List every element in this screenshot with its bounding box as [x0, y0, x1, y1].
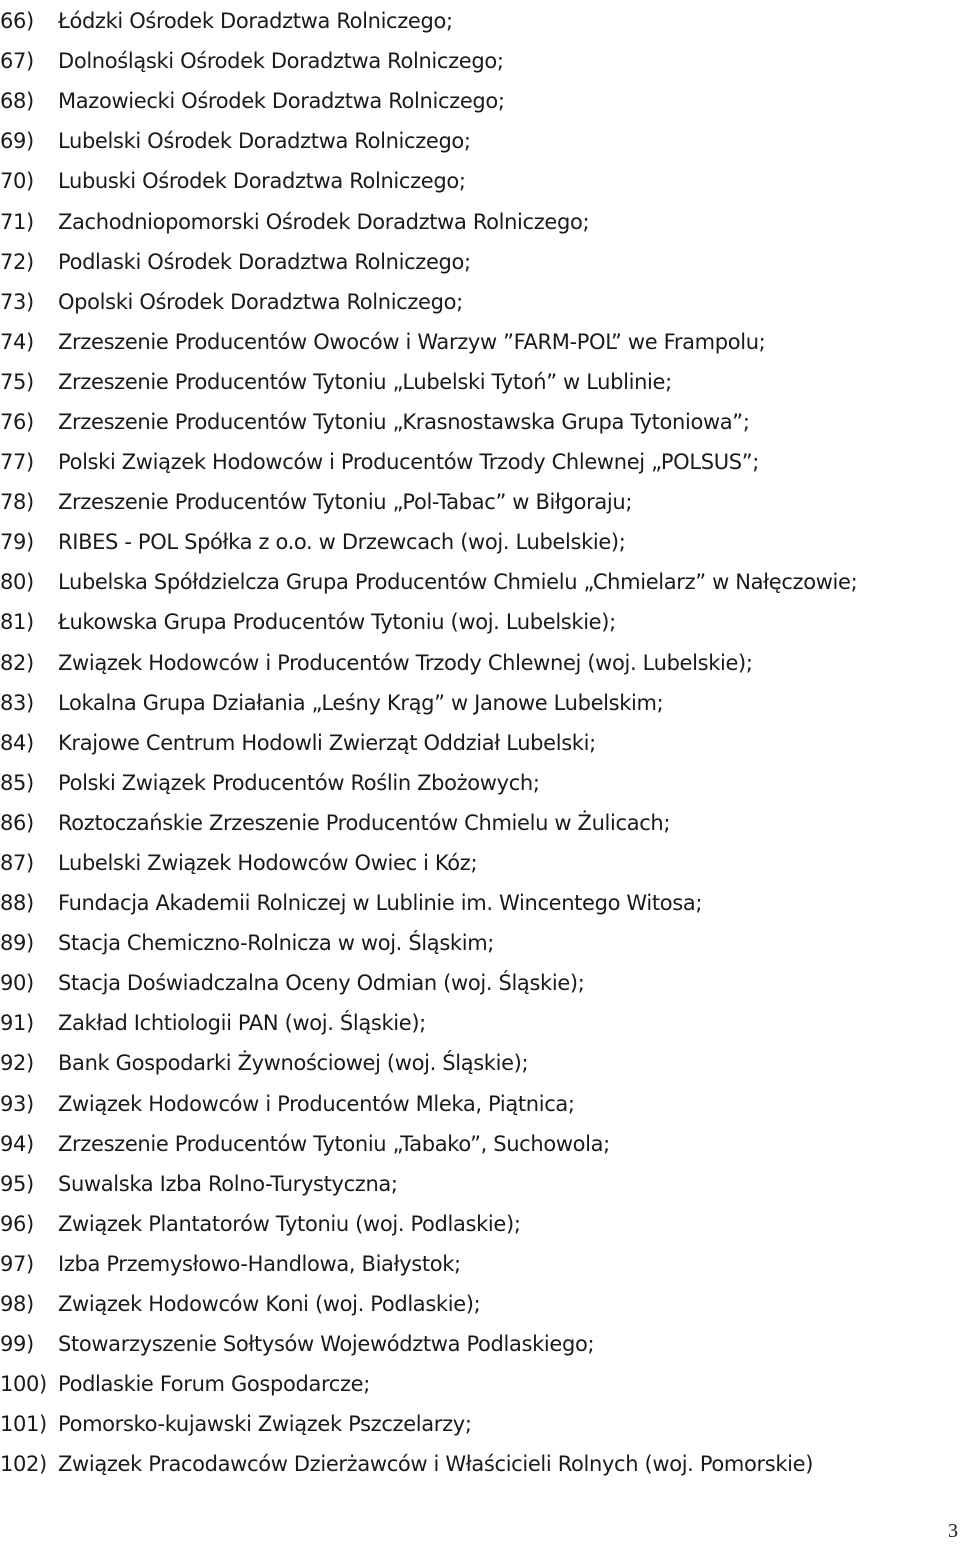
list-item [0, 1284, 950, 1324]
list-item [0, 282, 950, 322]
list-item [0, 1003, 950, 1043]
organization-list [0, 1, 950, 1484]
list-item [0, 723, 950, 763]
item-number: 76) [0, 409, 34, 434]
item-text: Pomorsko-kujawski Związek Pszczelarzy; [58, 1412, 472, 1437]
list-item [0, 362, 950, 402]
item-number: 101) [0, 1412, 47, 1437]
item-text: Łukowska Grupa Producentów Tytoniu (woj. Lubelskie); [58, 610, 616, 635]
item-number: 74) [0, 329, 34, 354]
item-text: Stacja Doświadczalna Oceny Odmian (woj. Śląskie); [58, 971, 585, 996]
item-text: Łódzki Ośrodek Doradztwa Rolniczego; [58, 9, 453, 34]
item-number: 86) [0, 810, 34, 835]
item-text: Lubuski Ośrodek Doradztwa Rolniczego; [58, 169, 466, 194]
item-number: 92) [0, 1051, 34, 1076]
item-text: Roztoczańskie Zrzeszenie Producentów Chmielu w Żulicach; [58, 810, 671, 835]
list-item [0, 923, 950, 963]
item-number: 79) [0, 530, 34, 555]
list-item [0, 562, 950, 602]
item-text: Zachodniopomorski Ośrodek Doradztwa Rolniczego; [58, 209, 590, 234]
item-text: Polski Związek Producentów Roślin Zbożowych; [58, 770, 540, 795]
item-number: 91) [0, 1011, 34, 1036]
item-text: Mazowiecki Ośrodek Doradztwa Rolniczego; [58, 89, 505, 114]
item-text: RIBES - POL Spółka z o.o. w Drzewcach (woj. Lubelskie); [58, 530, 626, 555]
list-item [0, 1164, 950, 1204]
page-number: 3 [948, 1520, 958, 1542]
list-item [0, 442, 950, 482]
item-text: Lubelska Spółdzielcza Grupa Producentów Chmielu „Chmielarz” w Nałęczowie; [58, 570, 858, 595]
item-text: Stowarzyszenie Sołtysów Województwa Podlaskiego; [58, 1332, 595, 1357]
list-item [0, 643, 950, 683]
list-item [0, 522, 950, 562]
list-item [0, 1124, 950, 1164]
item-number: 75) [0, 369, 34, 394]
item-number: 78) [0, 490, 34, 515]
item-text: Podlaski Ośrodek Doradztwa Rolniczego; [58, 249, 471, 274]
item-number: 97) [0, 1251, 34, 1276]
item-text: Polski Związek Hodowców i Producentów Trzody Chlewnej „POLSUS”; [58, 450, 759, 475]
item-number: 100) [0, 1372, 47, 1397]
item-number: 96) [0, 1211, 34, 1236]
list-item [0, 843, 950, 883]
list-item [0, 201, 950, 241]
list-item [0, 121, 950, 161]
list-item [0, 1324, 950, 1364]
list-item [0, 963, 950, 1003]
item-text: Lokalna Grupa Działania „Leśny Krąg” w Janowe Lubelskim; [58, 690, 664, 715]
item-text: Suwalska Izba Rolno-Turystyczna; [58, 1171, 398, 1196]
item-text: Lubelski Ośrodek Doradztwa Rolniczego; [58, 129, 471, 154]
list-item [0, 602, 950, 642]
item-number: 82) [0, 650, 34, 675]
list-item [0, 1204, 950, 1244]
item-number: 68) [0, 89, 34, 114]
item-number: 70) [0, 169, 34, 194]
item-number: 73) [0, 289, 34, 314]
item-text: Stacja Chemiczno-Rolnicza w woj. Śląskim; [58, 931, 495, 956]
item-number: 94) [0, 1131, 34, 1156]
item-text: Opolski Ośrodek Doradztwa Rolniczego; [58, 289, 463, 314]
item-number: 93) [0, 1091, 34, 1116]
item-number: 90) [0, 971, 34, 996]
list-item [0, 41, 950, 81]
item-text: Fundacja Akademii Rolniczej w Lublinie im. Wincentego Witosa; [58, 891, 703, 916]
item-number: 72) [0, 249, 34, 274]
item-text: Bank Gospodarki Żywnościowej (woj. Śląskie); [58, 1051, 529, 1076]
item-number: 77) [0, 450, 34, 475]
item-number: 69) [0, 129, 34, 154]
list-item [0, 1043, 950, 1083]
list-item [0, 1444, 950, 1484]
list-item [0, 402, 950, 442]
item-text: Izba Przemysłowo-Handlowa, Białystok; [58, 1251, 461, 1276]
item-text: Zrzeszenie Producentów Owoców i Warzyw ”FARM-POL” we Frampolu; [58, 329, 766, 354]
item-number: 80) [0, 570, 34, 595]
list-item [0, 1404, 950, 1444]
item-text: Podlaskie Forum Gospodarcze; [58, 1372, 370, 1397]
list-item [0, 482, 950, 522]
item-number: 87) [0, 851, 34, 876]
item-number: 99) [0, 1332, 34, 1357]
item-number: 81) [0, 610, 34, 635]
item-text: Dolnośląski Ośrodek Doradztwa Rolniczego; [58, 49, 504, 74]
item-text: Związek Plantatorów Tytoniu (woj. Podlaskie); [58, 1211, 521, 1236]
item-text: Zrzeszenie Producentów Tytoniu „Krasnostawska Grupa Tytoniowa”; [58, 409, 750, 434]
item-number: 83) [0, 690, 34, 715]
item-number: 89) [0, 931, 34, 956]
item-number: 98) [0, 1292, 34, 1317]
list-item [0, 803, 950, 843]
item-text: Krajowe Centrum Hodowli Zwierząt Oddział Lubelski; [58, 730, 596, 755]
item-text: Związek Pracodawców Dzierżawców i Właścicieli Rolnych (woj. Pomorskie) [58, 1452, 814, 1477]
list-item [0, 683, 950, 723]
list-item [0, 322, 950, 362]
list-item [0, 161, 950, 201]
item-text: Lubelski Związek Hodowców Owiec i Kóz; [58, 851, 478, 876]
list-item [0, 1, 950, 41]
list-item [0, 81, 950, 121]
item-number: 102) [0, 1452, 47, 1477]
item-text: Związek Hodowców Koni (woj. Podlaskie); [58, 1292, 481, 1317]
list-item [0, 242, 950, 282]
item-text: Zrzeszenie Producentów Tytoniu „Tabako”, Suchowola; [58, 1131, 610, 1156]
item-text: Związek Hodowców i Producentów Trzody Chlewnej (woj. Lubelskie); [58, 650, 753, 675]
item-number: 88) [0, 891, 34, 916]
item-text: Zakład Ichtiologii PAN (woj. Śląskie); [58, 1011, 426, 1036]
list-item [0, 1364, 950, 1404]
item-text: Związek Hodowców i Producentów Mleka, Piątnica; [58, 1091, 575, 1116]
list-item [0, 763, 950, 803]
list-item [0, 1084, 950, 1124]
item-number: 71) [0, 209, 34, 234]
item-number: 67) [0, 49, 34, 74]
item-number: 84) [0, 730, 34, 755]
item-number: 95) [0, 1171, 34, 1196]
item-text: Zrzeszenie Producentów Tytoniu „Lubelski Tytoń” w Lublinie; [58, 369, 672, 394]
item-text: Zrzeszenie Producentów Tytoniu „Pol-Tabac” w Biłgoraju; [58, 490, 633, 515]
list-item [0, 1244, 950, 1284]
list-item [0, 883, 950, 923]
item-number: 66) [0, 9, 34, 34]
item-number: 85) [0, 770, 34, 795]
